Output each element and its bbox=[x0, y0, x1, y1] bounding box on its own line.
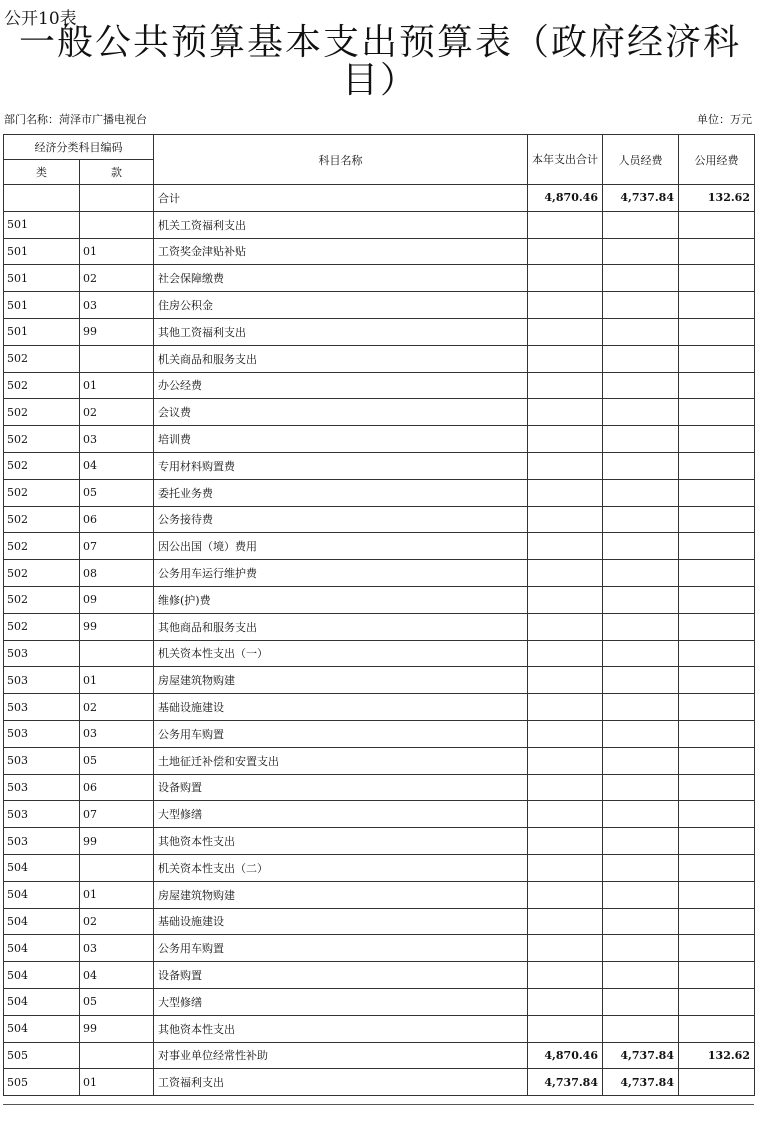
cell-public bbox=[679, 372, 755, 399]
cell-lei: 502 bbox=[4, 479, 80, 506]
cell-kuan: 02 bbox=[80, 908, 154, 935]
cell-lei: 503 bbox=[4, 640, 80, 667]
cell-personnel bbox=[603, 988, 679, 1015]
cell-subject-name: 工资奖金津贴补贴 bbox=[154, 238, 528, 265]
cell-total bbox=[528, 854, 603, 881]
cell-subject-name: 办公经费 bbox=[154, 372, 528, 399]
cell-public bbox=[679, 613, 755, 640]
cell-public bbox=[679, 774, 755, 801]
header-personnel: 人员经费 bbox=[603, 135, 679, 185]
cell-lei: 503 bbox=[4, 801, 80, 828]
cell-personnel bbox=[603, 479, 679, 506]
cell-subject-name: 社会保障缴费 bbox=[154, 265, 528, 292]
cell-personnel bbox=[603, 962, 679, 989]
cell-personnel bbox=[603, 211, 679, 238]
cell-lei: 501 bbox=[4, 318, 80, 345]
cell-total bbox=[528, 720, 603, 747]
cell-lei: 502 bbox=[4, 372, 80, 399]
cell-public bbox=[679, 238, 755, 265]
cell-personnel bbox=[603, 667, 679, 694]
cell-public bbox=[679, 828, 755, 855]
cell-public bbox=[679, 586, 755, 613]
cell-subject-name: 维修(护)费 bbox=[154, 586, 528, 613]
cell-subject-name: 大型修缮 bbox=[154, 988, 528, 1015]
cell-subject-name: 对事业单位经常性补助 bbox=[154, 1042, 528, 1069]
cell-personnel bbox=[603, 720, 679, 747]
cell-personnel bbox=[603, 640, 679, 667]
cell-total: 4,870.46 bbox=[528, 185, 603, 212]
cell-total bbox=[528, 265, 603, 292]
cell-total bbox=[528, 935, 603, 962]
cell-public bbox=[679, 533, 755, 560]
cell-total bbox=[528, 211, 603, 238]
table-row bbox=[4, 640, 755, 667]
cell-public bbox=[679, 640, 755, 667]
cell-total: 4,737.84 bbox=[528, 1069, 603, 1096]
cell-subject-name: 公务接待费 bbox=[154, 506, 528, 533]
header-subject-name: 科目名称 bbox=[154, 135, 528, 185]
table-row bbox=[4, 774, 755, 801]
cell-subject-name: 住房公积金 bbox=[154, 292, 528, 319]
cell-lei: 502 bbox=[4, 399, 80, 426]
cell-personnel bbox=[603, 908, 679, 935]
cell-personnel bbox=[603, 801, 679, 828]
cell-kuan: 05 bbox=[80, 479, 154, 506]
table-row bbox=[4, 560, 755, 587]
cell-subject-name: 房屋建筑物购建 bbox=[154, 881, 528, 908]
table-row bbox=[4, 265, 755, 292]
header-lei: 类 bbox=[4, 160, 80, 185]
table-row bbox=[4, 988, 755, 1015]
cell-lei: 501 bbox=[4, 292, 80, 319]
cell-personnel: 4,737.84 bbox=[603, 1042, 679, 1069]
table-row bbox=[4, 238, 755, 265]
cell-total bbox=[528, 1015, 603, 1042]
cell-public bbox=[679, 667, 755, 694]
cell-lei: 502 bbox=[4, 506, 80, 533]
table-row bbox=[4, 854, 755, 881]
cell-public bbox=[679, 881, 755, 908]
cell-total bbox=[528, 560, 603, 587]
cell-total: 4,870.46 bbox=[528, 1042, 603, 1069]
cell-public bbox=[679, 292, 755, 319]
cell-total bbox=[528, 962, 603, 989]
cell-lei: 502 bbox=[4, 452, 80, 479]
cell-personnel bbox=[603, 318, 679, 345]
cell-total bbox=[528, 640, 603, 667]
cell-lei: 503 bbox=[4, 747, 80, 774]
cell-total bbox=[528, 372, 603, 399]
cell-kuan: 99 bbox=[80, 318, 154, 345]
cell-lei: 503 bbox=[4, 720, 80, 747]
cell-subject-name: 合计 bbox=[154, 185, 528, 212]
cell-subject-name: 会议费 bbox=[154, 399, 528, 426]
cell-public bbox=[679, 747, 755, 774]
cell-personnel bbox=[603, 533, 679, 560]
table-row bbox=[4, 1069, 755, 1096]
cell-public bbox=[679, 694, 755, 721]
cell-public bbox=[679, 452, 755, 479]
cell-personnel bbox=[603, 586, 679, 613]
table-row bbox=[4, 533, 755, 560]
table-row bbox=[4, 1015, 755, 1042]
cell-kuan: 04 bbox=[80, 962, 154, 989]
cell-public: 132.62 bbox=[679, 1042, 755, 1069]
cell-lei: 504 bbox=[4, 854, 80, 881]
table-row bbox=[4, 426, 755, 453]
cell-personnel bbox=[603, 828, 679, 855]
cell-lei: 502 bbox=[4, 586, 80, 613]
cell-subject-name: 因公出国（境）费用 bbox=[154, 533, 528, 560]
cell-public bbox=[679, 720, 755, 747]
cell-lei: 502 bbox=[4, 426, 80, 453]
cell-public: 132.62 bbox=[679, 185, 755, 212]
table-row bbox=[4, 801, 755, 828]
cell-subject-name: 大型修缮 bbox=[154, 801, 528, 828]
cell-kuan: 03 bbox=[80, 720, 154, 747]
cell-kuan: 01 bbox=[80, 881, 154, 908]
cell-public bbox=[679, 426, 755, 453]
cell-personnel bbox=[603, 292, 679, 319]
cell-kuan: 02 bbox=[80, 694, 154, 721]
cell-subject-name: 土地征迁补偿和安置支出 bbox=[154, 747, 528, 774]
table-row bbox=[4, 667, 755, 694]
table-row bbox=[4, 908, 755, 935]
header-total: 本年支出合计 bbox=[528, 135, 603, 185]
cell-kuan bbox=[80, 854, 154, 881]
cell-personnel bbox=[603, 345, 679, 372]
cell-lei: 502 bbox=[4, 533, 80, 560]
cell-public bbox=[679, 801, 755, 828]
header-econ-code-group: 经济分类科目编码 bbox=[4, 135, 154, 160]
cell-kuan: 03 bbox=[80, 426, 154, 453]
cell-public bbox=[679, 908, 755, 935]
table-row bbox=[4, 479, 755, 506]
cell-total bbox=[528, 801, 603, 828]
cell-subject-name: 机关资本性支出（二） bbox=[154, 854, 528, 881]
table-body bbox=[4, 185, 755, 1096]
cell-public bbox=[679, 265, 755, 292]
table-row bbox=[4, 613, 755, 640]
cell-lei: 502 bbox=[4, 345, 80, 372]
cell-total bbox=[528, 318, 603, 345]
cell-personnel bbox=[603, 265, 679, 292]
cell-total bbox=[528, 828, 603, 855]
cell-subject-name: 公务用车购置 bbox=[154, 935, 528, 962]
cell-lei: 501 bbox=[4, 211, 80, 238]
cell-public bbox=[679, 1069, 755, 1096]
cell-kuan: 08 bbox=[80, 560, 154, 587]
table-row bbox=[4, 399, 755, 426]
cell-lei: 504 bbox=[4, 988, 80, 1015]
cell-kuan: 01 bbox=[80, 1069, 154, 1096]
cell-total bbox=[528, 345, 603, 372]
cell-lei: 504 bbox=[4, 908, 80, 935]
cell-total bbox=[528, 238, 603, 265]
table-row bbox=[4, 1042, 755, 1069]
cell-public bbox=[679, 1015, 755, 1042]
cell-kuan bbox=[80, 640, 154, 667]
cell-subject-name: 设备购置 bbox=[154, 774, 528, 801]
cell-lei: 505 bbox=[4, 1069, 80, 1096]
cell-personnel bbox=[603, 747, 679, 774]
cell-public bbox=[679, 560, 755, 587]
table-row bbox=[4, 211, 755, 238]
cell-personnel bbox=[603, 881, 679, 908]
table-row bbox=[4, 318, 755, 345]
cell-lei: 501 bbox=[4, 265, 80, 292]
cell-personnel bbox=[603, 560, 679, 587]
cell-total bbox=[528, 586, 603, 613]
table-row bbox=[4, 935, 755, 962]
cell-personnel bbox=[603, 452, 679, 479]
cell-lei: 502 bbox=[4, 560, 80, 587]
table-row bbox=[4, 720, 755, 747]
cell-subject-name: 其他工资福利支出 bbox=[154, 318, 528, 345]
cell-total bbox=[528, 667, 603, 694]
cell-kuan: 03 bbox=[80, 935, 154, 962]
cell-personnel bbox=[603, 854, 679, 881]
cell-personnel bbox=[603, 613, 679, 640]
cell-lei: 504 bbox=[4, 881, 80, 908]
department-label: 部门名称：菏泽市广播电视台 bbox=[4, 113, 147, 126]
cell-kuan: 02 bbox=[80, 265, 154, 292]
cell-public bbox=[679, 962, 755, 989]
cell-kuan bbox=[80, 211, 154, 238]
cell-kuan: 99 bbox=[80, 613, 154, 640]
cell-personnel bbox=[603, 774, 679, 801]
cell-subject-name: 房屋建筑物购建 bbox=[154, 667, 528, 694]
cell-subject-name: 设备购置 bbox=[154, 962, 528, 989]
table-row bbox=[4, 185, 755, 212]
cell-public bbox=[679, 345, 755, 372]
cell-lei: 503 bbox=[4, 828, 80, 855]
cell-kuan: 01 bbox=[80, 667, 154, 694]
cell-lei: 503 bbox=[4, 694, 80, 721]
cell-public bbox=[679, 988, 755, 1015]
cell-public bbox=[679, 479, 755, 506]
cell-subject-name: 机关资本性支出（一） bbox=[154, 640, 528, 667]
cell-kuan: 07 bbox=[80, 533, 154, 560]
table-row bbox=[4, 506, 755, 533]
cell-kuan: 01 bbox=[80, 372, 154, 399]
cell-personnel bbox=[603, 372, 679, 399]
cell-total bbox=[528, 399, 603, 426]
cell-public bbox=[679, 211, 755, 238]
cell-lei: 504 bbox=[4, 935, 80, 962]
cell-kuan: 05 bbox=[80, 747, 154, 774]
cell-public bbox=[679, 399, 755, 426]
cell-subject-name: 专用材料购置费 bbox=[154, 452, 528, 479]
table-row bbox=[4, 372, 755, 399]
cell-subject-name: 基础设施建设 bbox=[154, 908, 528, 935]
cell-personnel bbox=[603, 1015, 679, 1042]
cell-kuan bbox=[80, 1042, 154, 1069]
cell-lei: 503 bbox=[4, 774, 80, 801]
cell-subject-name: 机关工资福利支出 bbox=[154, 211, 528, 238]
cell-kuan: 06 bbox=[80, 774, 154, 801]
cell-total bbox=[528, 479, 603, 506]
cell-total bbox=[528, 908, 603, 935]
cell-personnel bbox=[603, 426, 679, 453]
cell-total bbox=[528, 452, 603, 479]
cell-subject-name: 机关商品和服务支出 bbox=[154, 345, 528, 372]
cell-kuan: 99 bbox=[80, 828, 154, 855]
cell-kuan: 05 bbox=[80, 988, 154, 1015]
cell-kuan: 07 bbox=[80, 801, 154, 828]
cell-subject-name: 工资福利支出 bbox=[154, 1069, 528, 1096]
cell-kuan bbox=[80, 185, 154, 212]
cell-personnel bbox=[603, 935, 679, 962]
cell-subject-name: 培训费 bbox=[154, 426, 528, 453]
table-row bbox=[4, 345, 755, 372]
cell-lei: 502 bbox=[4, 613, 80, 640]
cell-kuan: 01 bbox=[80, 238, 154, 265]
cell-subject-name: 基础设施建设 bbox=[154, 694, 528, 721]
cell-subject-name: 其他资本性支出 bbox=[154, 1015, 528, 1042]
cell-lei: 505 bbox=[4, 1042, 80, 1069]
cell-total bbox=[528, 988, 603, 1015]
table-row bbox=[4, 881, 755, 908]
cell-total bbox=[528, 694, 603, 721]
table-row bbox=[4, 694, 755, 721]
cell-public bbox=[679, 506, 755, 533]
cell-total bbox=[528, 426, 603, 453]
table-row bbox=[4, 828, 755, 855]
cell-kuan: 03 bbox=[80, 292, 154, 319]
cell-kuan: 06 bbox=[80, 506, 154, 533]
cell-subject-name: 其他商品和服务支出 bbox=[154, 613, 528, 640]
cell-lei: 503 bbox=[4, 667, 80, 694]
table-row bbox=[4, 292, 755, 319]
cell-public bbox=[679, 854, 755, 881]
form-code: 公开10表 bbox=[4, 9, 77, 29]
table-row bbox=[4, 962, 755, 989]
cell-lei: 504 bbox=[4, 1015, 80, 1042]
cell-total bbox=[528, 533, 603, 560]
cell-kuan: 04 bbox=[80, 452, 154, 479]
cell-lei bbox=[4, 185, 80, 212]
header-kuan: 款 bbox=[80, 160, 154, 185]
cell-total bbox=[528, 881, 603, 908]
cell-subject-name: 其他资本性支出 bbox=[154, 828, 528, 855]
cell-kuan bbox=[80, 345, 154, 372]
cell-total bbox=[528, 774, 603, 801]
cell-personnel bbox=[603, 399, 679, 426]
cell-total bbox=[528, 506, 603, 533]
cell-total bbox=[528, 747, 603, 774]
table-row bbox=[4, 747, 755, 774]
cell-lei: 504 bbox=[4, 962, 80, 989]
cell-kuan: 99 bbox=[80, 1015, 154, 1042]
cell-subject-name: 公务用车运行维护费 bbox=[154, 560, 528, 587]
unit-label: 单位：万元 bbox=[697, 113, 752, 126]
page-title: 一般公共预算基本支出预算表（政府经济科目） bbox=[18, 22, 741, 101]
table-row bbox=[4, 586, 755, 613]
cell-personnel bbox=[603, 694, 679, 721]
bottom-rule bbox=[3, 1104, 754, 1105]
cell-public bbox=[679, 318, 755, 345]
table-row bbox=[4, 452, 755, 479]
cell-subject-name: 公务用车购置 bbox=[154, 720, 528, 747]
cell-kuan: 02 bbox=[80, 399, 154, 426]
header-public: 公用经费 bbox=[679, 135, 755, 185]
budget-table bbox=[3, 134, 755, 1096]
cell-subject-name: 委托业务费 bbox=[154, 479, 528, 506]
cell-personnel bbox=[603, 238, 679, 265]
cell-public bbox=[679, 935, 755, 962]
cell-lei: 501 bbox=[4, 238, 80, 265]
cell-personnel: 4,737.84 bbox=[603, 1069, 679, 1096]
cell-total bbox=[528, 292, 603, 319]
cell-personnel: 4,737.84 bbox=[603, 185, 679, 212]
cell-personnel bbox=[603, 506, 679, 533]
cell-total bbox=[528, 613, 603, 640]
cell-kuan: 09 bbox=[80, 586, 154, 613]
